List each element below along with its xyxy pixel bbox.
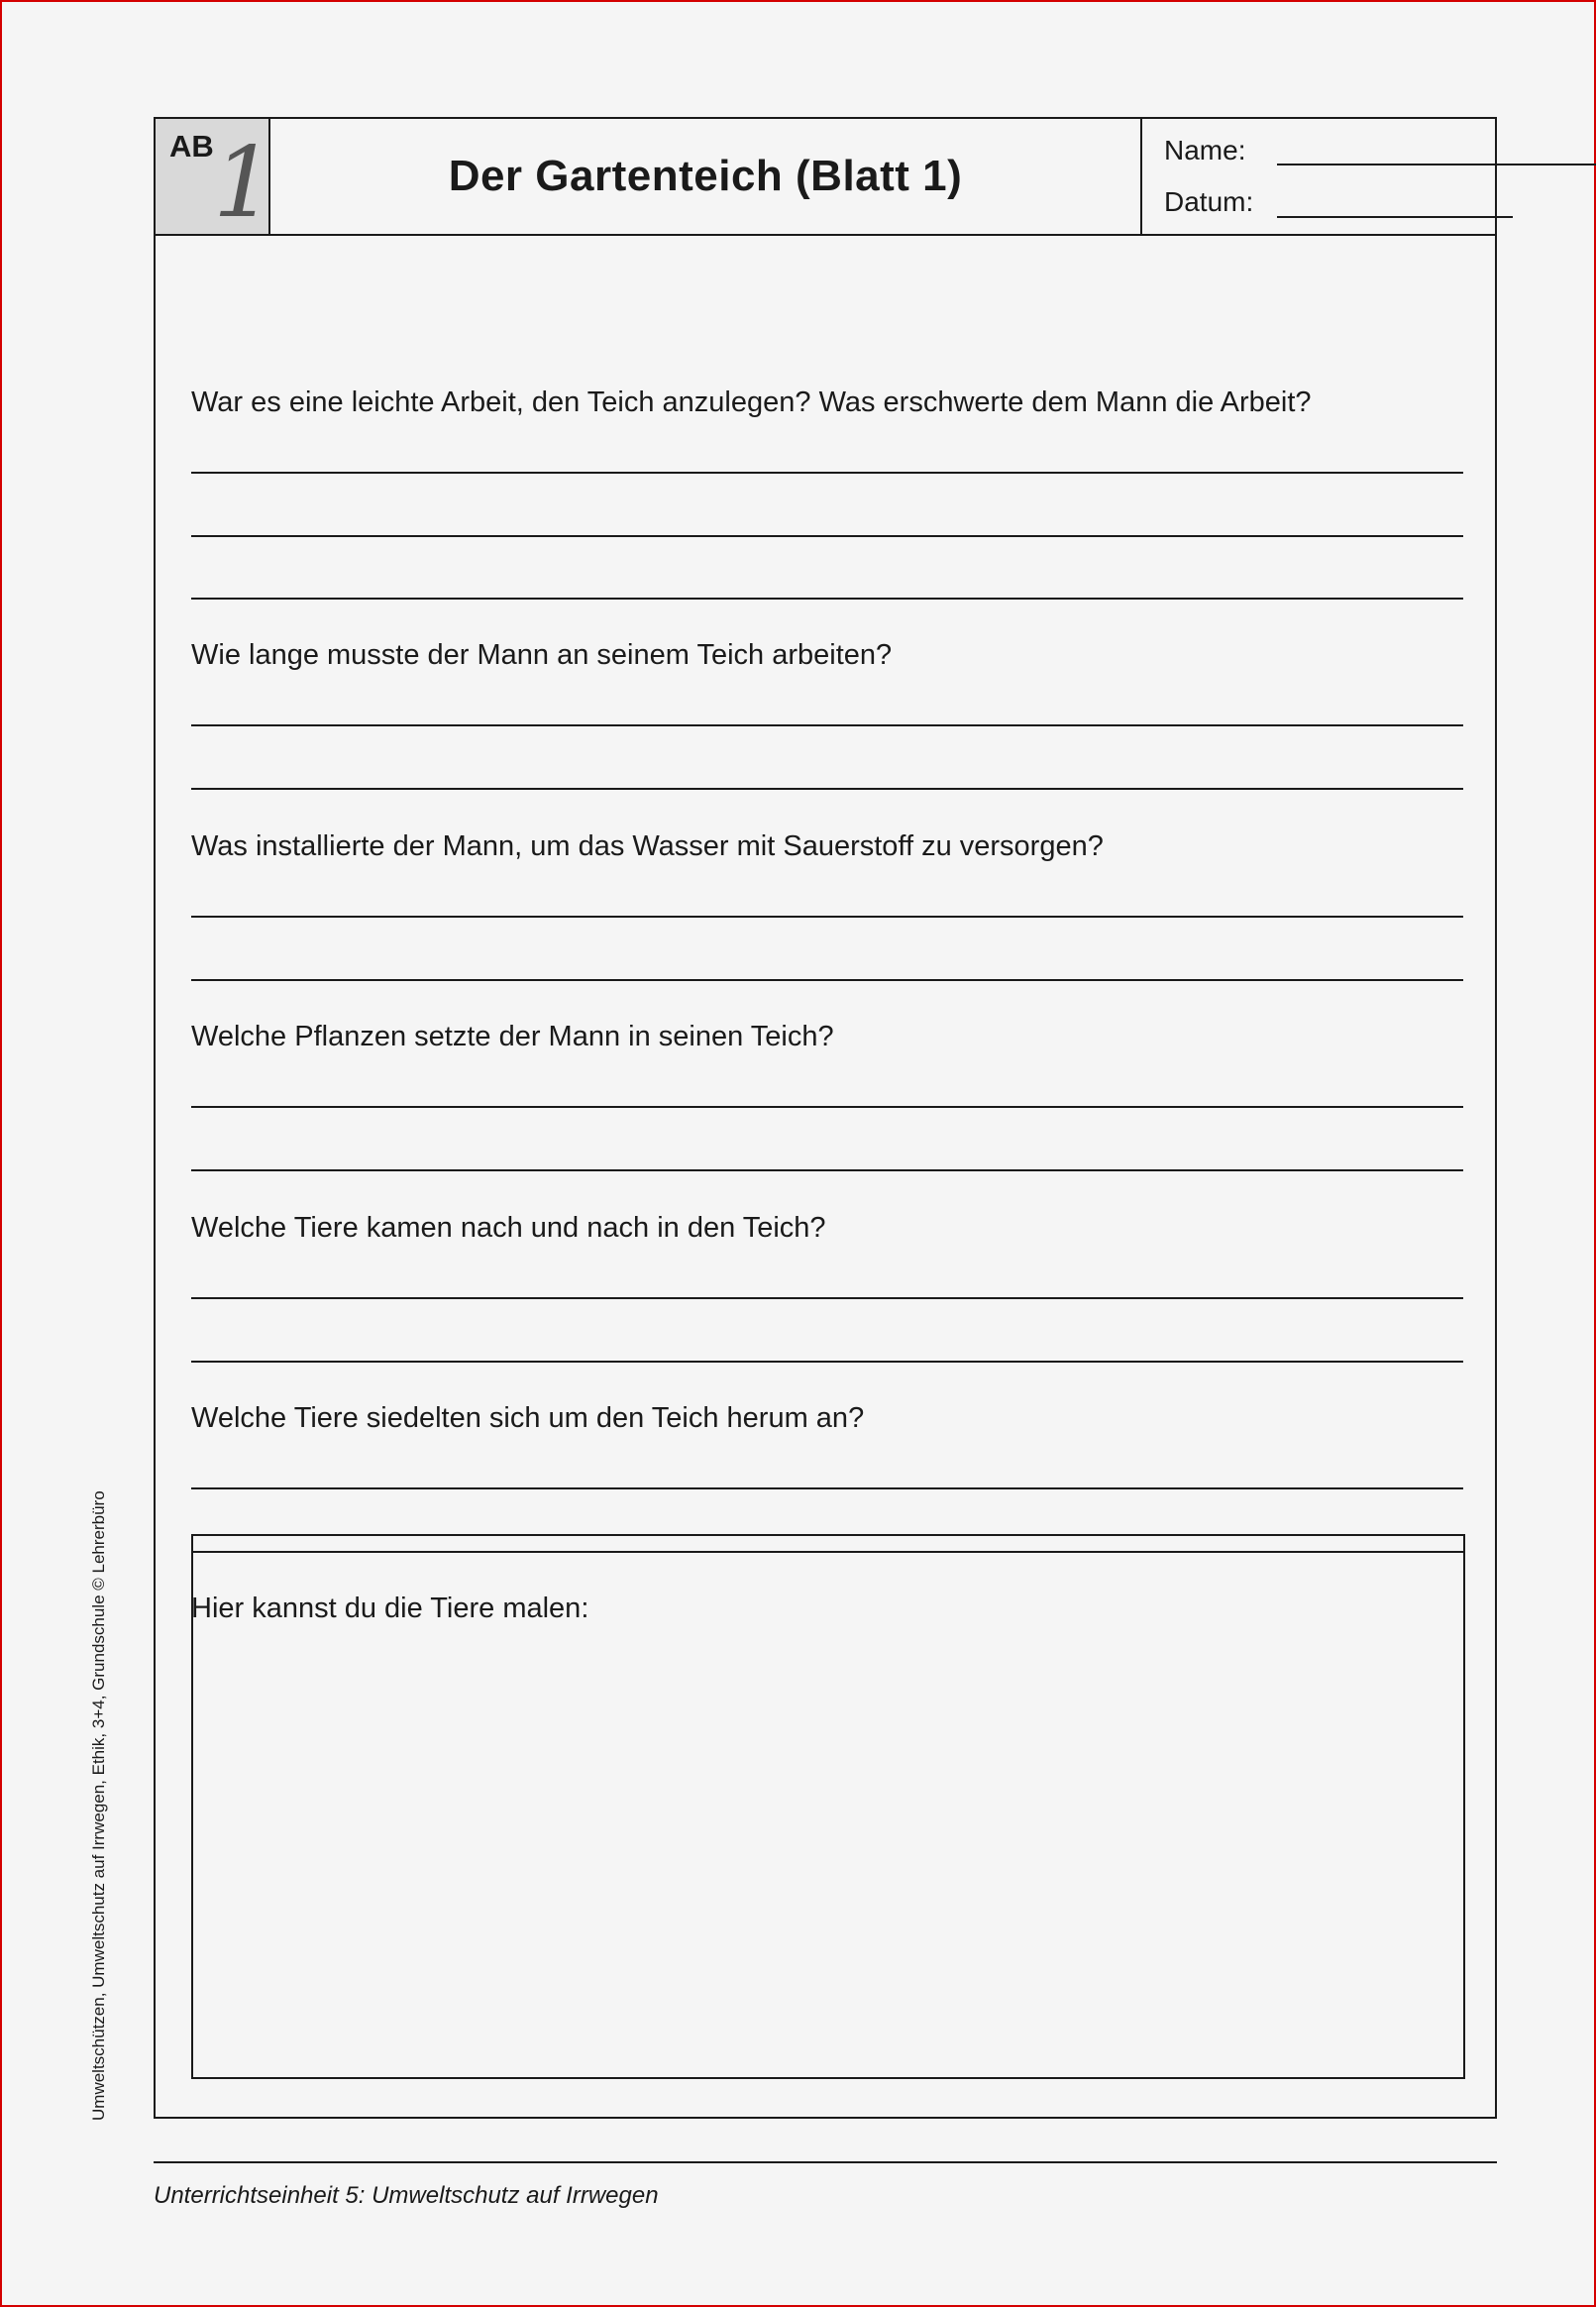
question-5: Welche Tiere kamen nach und nach in den Teich? — [191, 1212, 826, 1244]
answer-line[interactable] — [191, 598, 1463, 600]
footer-divider — [154, 2161, 1497, 2163]
copyright-side-note: Umweltschützen, Umweltschutz auf Irrwegen, Ethik, 3+4, Grundschule © Lehrerbüro — [89, 1490, 108, 2121]
footer-unit-text: Unterrichtseinheit 5: Umweltschutz auf Irrwegen — [154, 2182, 659, 2209]
date-label: Datum: — [1164, 186, 1254, 217]
ab-badge — [156, 119, 275, 240]
answer-line[interactable] — [191, 1361, 1463, 1363]
question-4: Welche Pflanzen setzte der Mann in seinen Teich? — [191, 1021, 834, 1052]
question-2: Wie lange musste der Mann an seinem Teich arbeiten? — [191, 639, 893, 671]
answer-line[interactable] — [191, 535, 1463, 537]
name-date-fields — [1142, 119, 1495, 234]
answer-line[interactable] — [191, 1487, 1463, 1489]
answer-line[interactable] — [191, 788, 1463, 790]
ab-label: AB — [169, 129, 214, 164]
question-1: War es eine leichte Arbeit, den Teich anzulegen? Was erschwerte dem Mann die Arbeit? — [191, 386, 1312, 418]
page-title: Der Gartenteich (Blatt 1) — [448, 152, 963, 200]
drawing-area[interactable] — [191, 1534, 1465, 2079]
question-3: Was installierte der Mann, um das Wasser mit Sauerstoff zu versorgen? — [191, 830, 1104, 862]
drawing-prompt: Hier kannst du die Tiere malen: — [191, 1593, 589, 1624]
answer-line[interactable] — [191, 472, 1463, 474]
name-field[interactable] — [1277, 164, 1596, 165]
answer-line[interactable] — [191, 1106, 1463, 1108]
name-label: Name: — [1164, 135, 1246, 165]
answer-line[interactable] — [191, 724, 1463, 726]
answer-line[interactable] — [191, 1169, 1463, 1171]
answer-line[interactable] — [191, 916, 1463, 918]
question-6: Welche Tiere siedelten sich um den Teich herum an? — [191, 1402, 865, 1434]
title-cell — [270, 119, 1142, 234]
ab-number: 1 — [213, 127, 275, 240]
answer-line[interactable] — [191, 979, 1463, 981]
date-field[interactable] — [1277, 216, 1513, 218]
answer-line[interactable] — [191, 1297, 1463, 1299]
worksheet-header — [156, 119, 1495, 240]
worksheet — [154, 117, 1497, 2119]
